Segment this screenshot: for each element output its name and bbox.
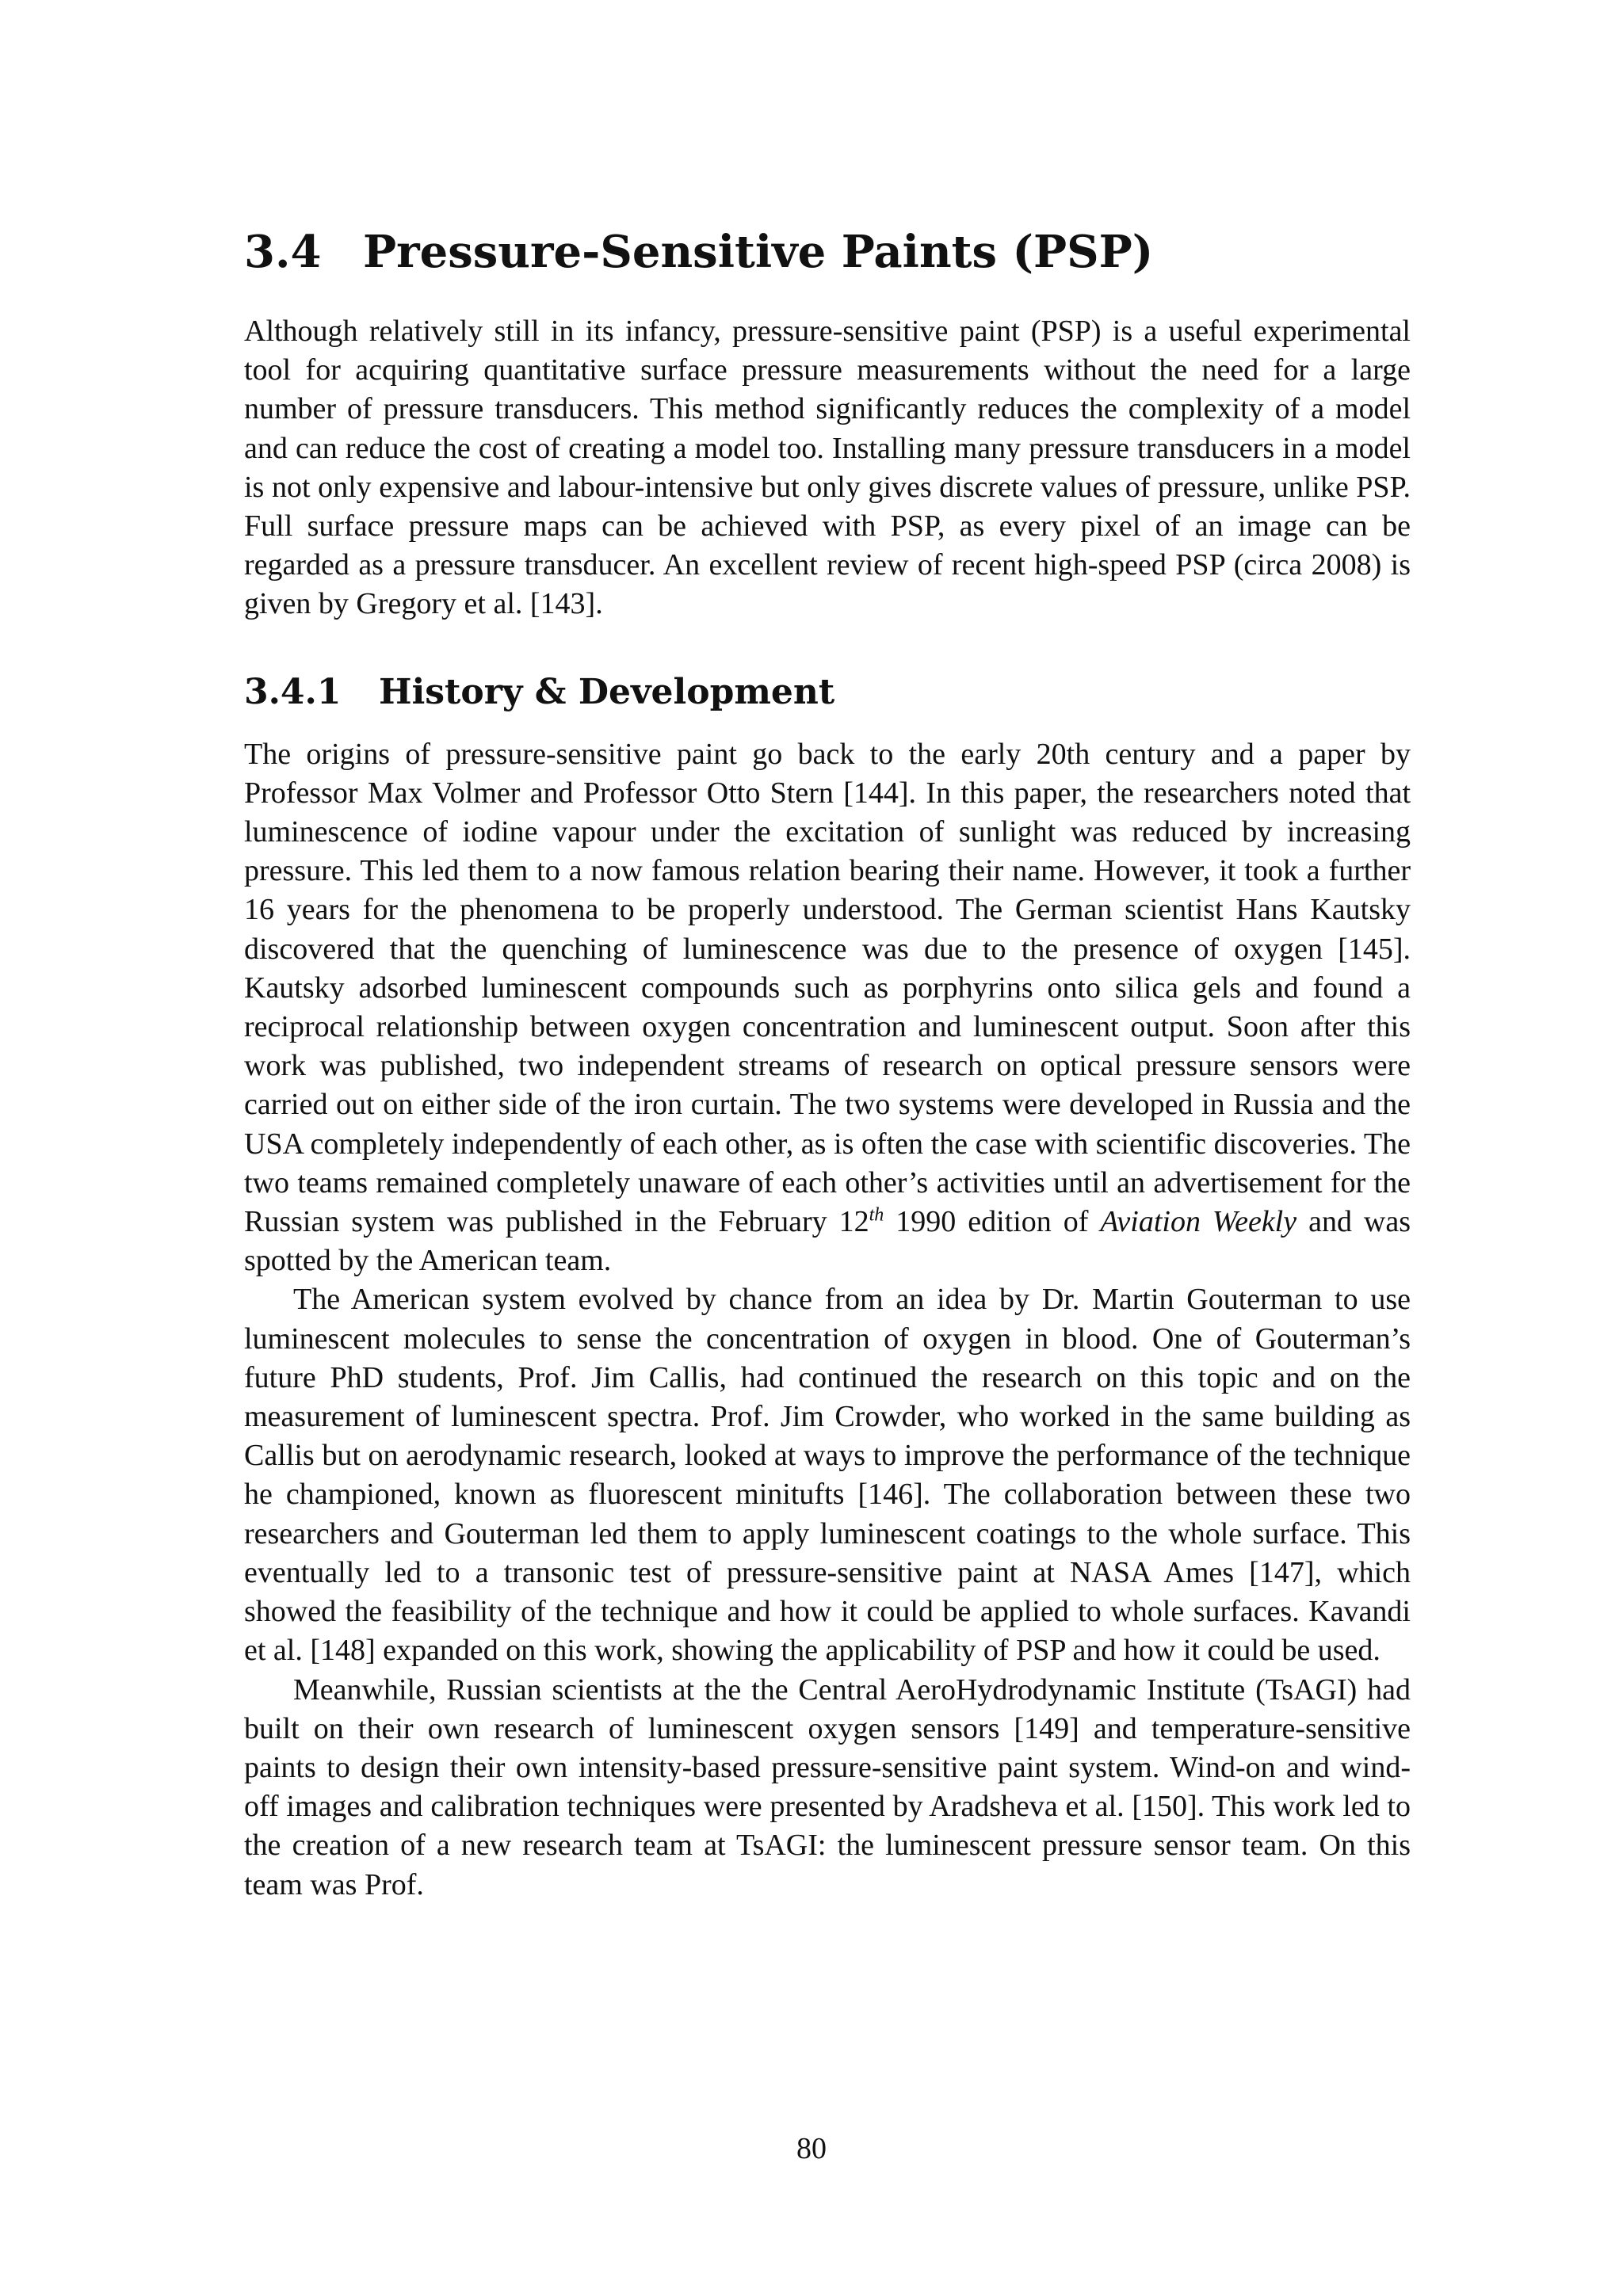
section-title: Pressure-Sensitive Paints (PSP) <box>363 226 1154 278</box>
section-intro-paragraph: Although relatively still in its infancy, pressure-sensitive paint (PSP) is a useful experimental tool for acquiring quantitative surface pressure measurements without the need for a large number of pressure transducers. This method significantly reduces the complexity of a model and can reduce the cost of creating a model too. Installing many pressure transducers in a model is not only expensive and labour-intensive but only gives discrete values of pressure, unlike PSP. Full surface pressure maps can be achieved with PSP, as every pixel of an image can be regarded as a pressure transducer. An excellent review of recent high-speed PSP (circa 2008) is given by Gregory et al. [143]. <box>244 315 1411 621</box>
subsection-title: History & Development <box>379 671 835 712</box>
history-paragraph-2: The American system evolved by chance from an idea by Dr. Martin Gouterman to use luminescent molecules to sense the concentration of oxygen in blood. One of Gouterman’s future PhD students, Prof. Jim Callis, had continued the research on this topic and on the measurement of luminescent spectra. Prof. Jim Crowder, who worked in the same building as Callis but on aerodynamic research, looked at ways to improve the performance of the technique he championed, known as fluorescent minitufts [146]. The collaboration between these two researchers and Gouterman led them to apply luminescent coatings to the whole surface. This eventually led to a transonic test of pressure-sensitive paint at NASA Ames [147], which showed the feasibility of the technique and how it could be applied to whole surfaces. Kavandi et al. [148] expanded on this work, showing the applicability of PSP and how it could be used. <box>244 1283 1411 1668</box>
page-body <box>244 223 1411 1905</box>
journal-title: Aviation Weekly <box>1100 1205 1297 1239</box>
history-paragraph-3: Meanwhile, Russian scientists at the the Central AeroHydrodynamic Institute (TsAGI) had built on their own research of luminescent oxygen sensors [149] and temperature-sensitive paints to design their own intensity-based pressure-sensitive paint system. Wind-on and wind-off images and calibration techniques were presented by Aradsheva et al. [150]. This work led to the creation of a new research team at TsAGI: the luminescent pressure sensor team. On this team was Prof. <box>244 1672 1411 1901</box>
subsection-number: 3.4.1 <box>244 671 342 712</box>
superscript-th: th <box>869 1204 884 1226</box>
subsection-heading <box>244 669 1411 716</box>
section-number: 3.4 <box>244 226 322 278</box>
history-paragraph-1: The origins of pressure-sensitive paint go back to the early 20th century and a paper by Professor Max Volmer and Professor Otto Stern [144]. In this paper, the researchers noted that luminescence of iodine vapour under the excitation of sunlight was reduced by increasing pressure. This led them to a now famous relation bearing their name. However, it took a further 16 years for the phenomena to be properly understood. The German scientist Hans Kautsky discovered that the quenching of luminescence was due to the presence of oxygen [145]. Kautsky adsorbed luminescent compounds such as porphyrins onto silica gels and found a reciprocal relationship between oxygen concentration and luminescent output. Soon after this work was published, two independent streams of research on optical pressure sensors were carried out on either side of the iron curtain. The two systems were developed in Russia and the USA completely independently of each other, as is often the case with scientific discoveries. The two teams remained completely unaware of each other’s activities until an advertisement for the Russian system was published in the February 12th 1990 edition of Aviation Weekly and was spotted by the American team. <box>244 737 1411 1278</box>
section-heading <box>244 223 1411 280</box>
page-number: 80 <box>796 2132 827 2165</box>
